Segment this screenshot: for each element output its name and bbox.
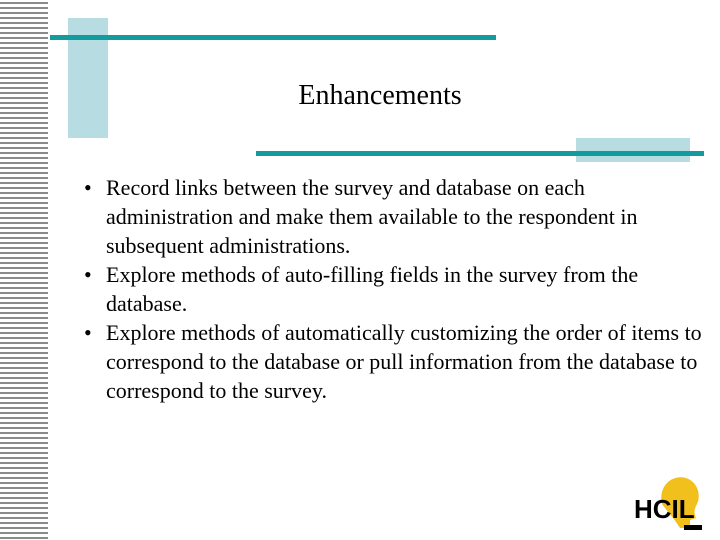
hcil-logo xyxy=(632,468,704,534)
bullet-text: Explore methods of auto-filling fields in the survey from the database. xyxy=(106,262,639,316)
bullet-text: Explore methods of automatically customizing the order of items to correspond to the database or pull information from the database to correspond to the survey. xyxy=(106,320,702,403)
bullet-mark: • xyxy=(84,320,92,345)
left-stripe-decoration xyxy=(0,0,50,540)
bullet-item-customizing-order xyxy=(80,318,705,405)
slide-title: Enhancements xyxy=(298,80,462,111)
bullet-list xyxy=(80,173,705,405)
bullet-item-auto-filling xyxy=(80,260,705,318)
bullet-item-record-links xyxy=(80,173,705,260)
bullet-text: Record links between the survey and database on each administration and make them available to the respondent in subsequent administrations. xyxy=(106,175,638,258)
top-decor-line xyxy=(50,35,496,40)
bottom-decor-line xyxy=(256,151,704,156)
bullet-mark: • xyxy=(84,262,92,287)
hcil-logo-text: HCIL xyxy=(634,494,695,524)
bullet-mark: • xyxy=(84,175,92,200)
hcil-logo-underline xyxy=(684,525,702,530)
right-decor-block xyxy=(576,138,690,162)
